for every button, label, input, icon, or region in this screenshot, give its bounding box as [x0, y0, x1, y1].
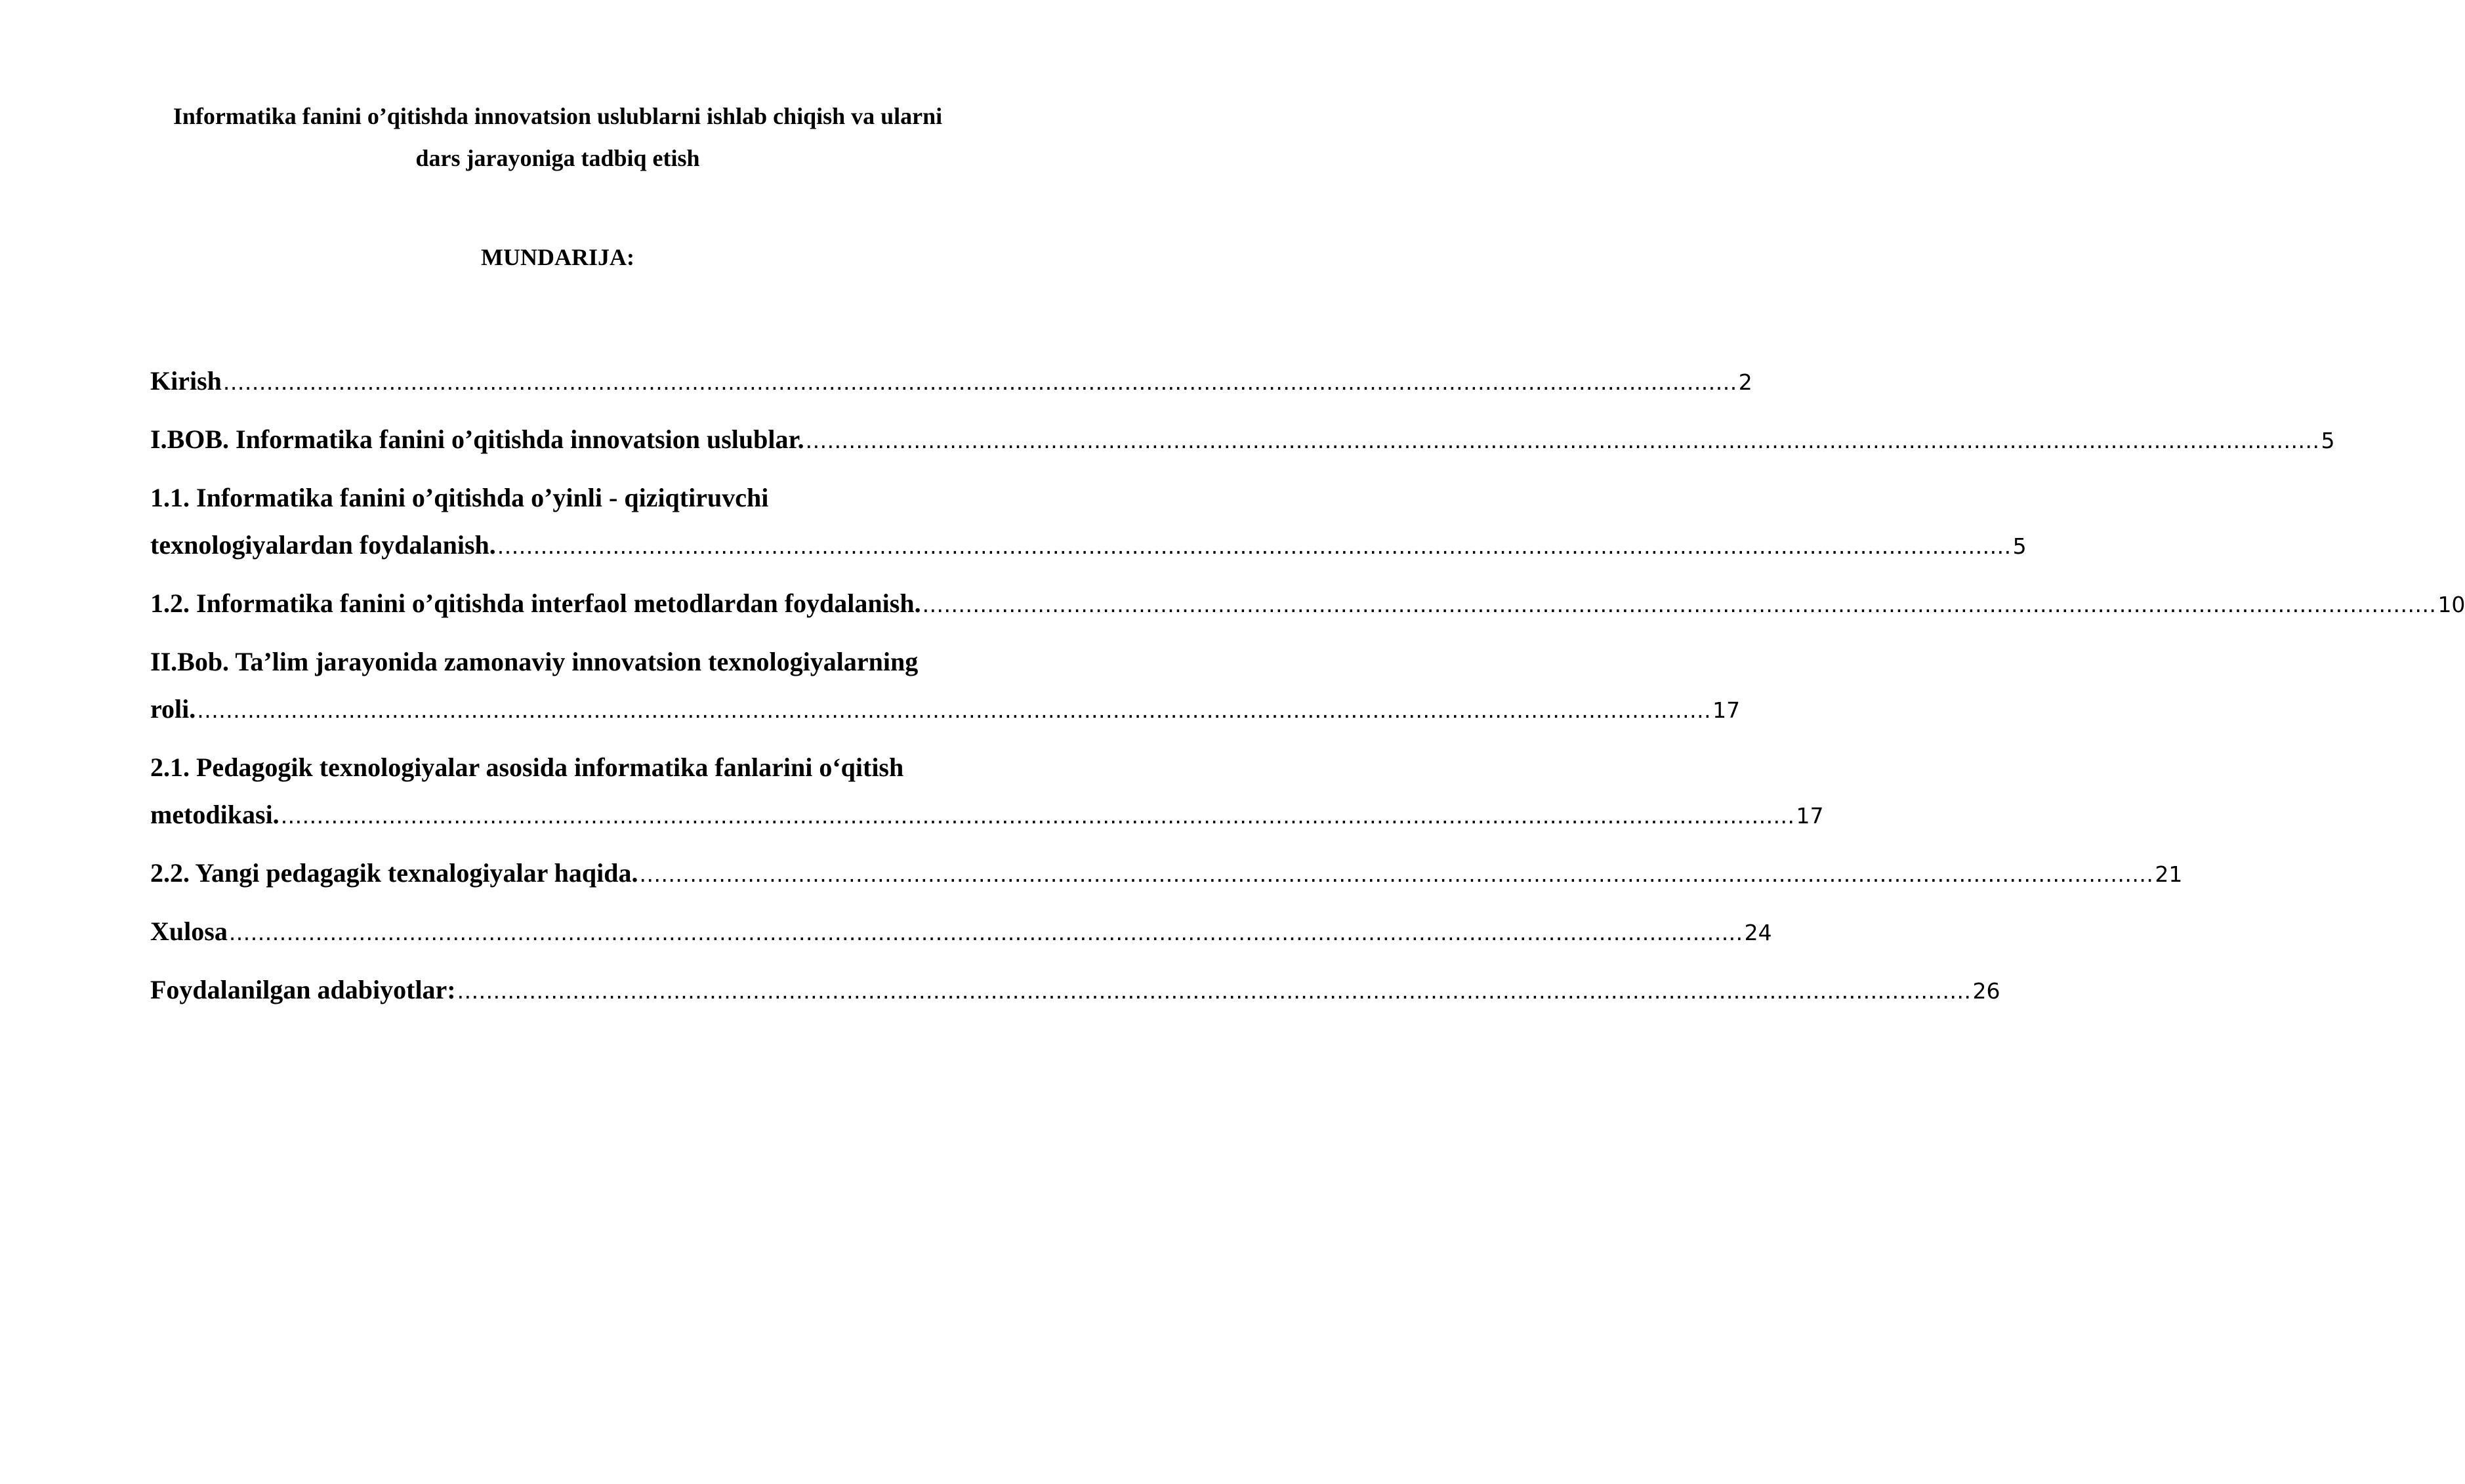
toc-entry-title-line-1: 2.1. Pedagogik texnologiyalar asosida informatika fanlarini o‘qitish — [150, 752, 904, 782]
document-title-line-1: Informatika fanini o’qitishda innovatsion uslublarni ishlab chiqish va ularni — [173, 103, 943, 129]
document-title — [138, 95, 978, 179]
toc-page-number: 5 — [2012, 533, 2027, 559]
toc-entry-title: Xulosa — [150, 917, 228, 946]
toc-entry-title: Kirish — [150, 366, 222, 396]
toc-page-number: 26 — [1972, 978, 2000, 1004]
toc-entry-title: metodikasi. — [150, 800, 280, 829]
toc-page-number: 2 — [1738, 369, 1752, 395]
document-title-line-2: dars jarayoniga tadbiq etish — [415, 145, 700, 171]
toc-entry-title: I.BOB. Informatika fanini o’qitishda innovatsion uslublar. — [150, 424, 804, 454]
toc-entry-title: roli. — [150, 694, 196, 724]
toc-entry-adabiyotlar[interactable] — [150, 966, 2000, 1015]
toc-dot-leader: .................................................................................................................................................................................................................. — [280, 803, 1795, 829]
toc-dot-leader: .................................................................................................................................................................................................................. — [922, 592, 2437, 617]
toc-dot-leader: .................................................................................................................................................................................................................. — [222, 369, 1737, 395]
toc-entry-chapter-1[interactable] — [150, 416, 2335, 464]
toc-dot-leader: .................................................................................................................................................................................................................. — [228, 920, 1743, 945]
toc-entry-title-line-1: 1.1. Informatika fanini o’qitishda o’yinli - qiziqtiruvchi — [150, 483, 769, 512]
toc-page-number: 5 — [2321, 428, 2335, 453]
table-of-contents — [150, 358, 2465, 1025]
toc-entry-chapter-2[interactable] — [150, 638, 1741, 734]
toc-entry-section-1-2[interactable] — [150, 580, 2465, 629]
toc-entry-title: texnologiyalardan foydalanish. — [150, 530, 496, 560]
toc-dot-leader: .................................................................................................................................................................................................................. — [497, 533, 2012, 559]
toc-page-number: 21 — [2155, 861, 2183, 887]
toc-dot-leader: .................................................................................................................................................................................................................. — [197, 697, 1712, 723]
toc-dot-leader: .................................................................................................................................................................................................................. — [457, 978, 1972, 1004]
toc-dot-leader: .................................................................................................................................................................................................................. — [639, 861, 2154, 887]
toc-entry-section-1-1[interactable] — [150, 474, 2027, 570]
toc-entry-xulosa[interactable] — [150, 908, 1772, 957]
toc-page-number: 24 — [1744, 920, 1772, 945]
toc-dot-leader: .................................................................................................................................................................................................................. — [805, 428, 2320, 453]
toc-entry-section-2-2[interactable] — [150, 850, 2183, 898]
toc-entry-title: 1.2. Informatika fanini o’qitishda interfaol metodlardan foydalanish. — [150, 588, 921, 618]
toc-entry-section-2-1[interactable] — [150, 744, 1824, 840]
toc-page-number: 17 — [1712, 697, 1741, 723]
toc-page-number: 10 — [2437, 592, 2465, 617]
toc-page-number: 17 — [1796, 803, 1824, 829]
toc-entry-title: 2.2. Yangi pedagagik texnalogiyalar haqida. — [150, 858, 638, 888]
toc-entry-title-line-1: II.Bob. Ta’lim jarayonida zamonaviy innovatsion texnologiyalarning — [150, 647, 919, 676]
toc-heading: MUNDARIJA: — [481, 244, 634, 270]
toc-entry-title: Foydalanilgan adabiyotlar: — [150, 975, 456, 1004]
toc-entry-kirish[interactable] — [150, 358, 1752, 406]
